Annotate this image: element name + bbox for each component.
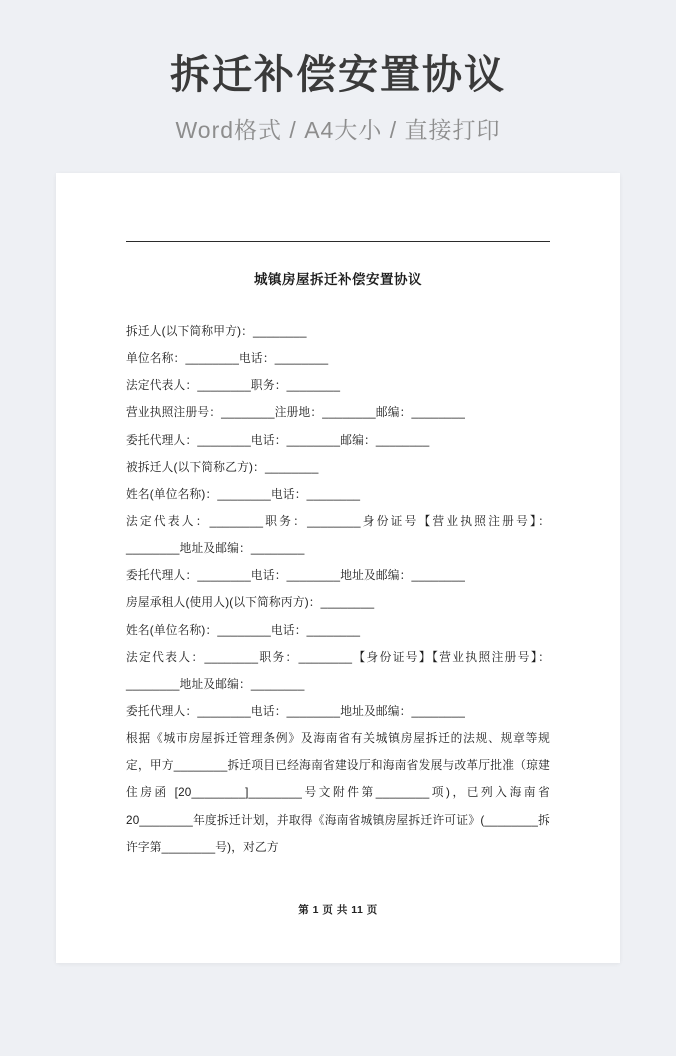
document-paragraph: 姓名(单位名称)：________电话：________	[126, 623, 361, 637]
document-paragraph: 姓名(单位名称)：________电话：________	[126, 487, 361, 501]
document-paragraph: 委托代理人：________电话：________地址及邮编：________	[126, 569, 466, 583]
document-paragraph: 法定代表人：________职务：________	[126, 379, 341, 393]
promo-banner	[0, 0, 676, 145]
banner-title: 拆迁补偿安置协议	[170, 53, 506, 97]
page-footer: 第 1 页 共 11 页	[298, 904, 378, 916]
document-paragraph: 营业执照注册号：________注册地：________邮编：________	[126, 406, 466, 420]
document-paragraph: 根据《城市房屋拆迁管理条例》及海南省有关城镇房屋拆迁的法规、规章等规定，甲方________拆迁项目已经海南省建设厅和海南省发展与改革厅批准（琼建住房函 [20________]________号文附件第________项)，已列入海南省 20________年度拆迁计划，并取得《海南省城镇房屋拆迁许可证》(________拆许字第________号)，对乙方	[126, 732, 550, 854]
document-page-content	[56, 173, 620, 963]
document-paragraph: 拆迁人(以下简称甲方)：________	[126, 325, 307, 338]
header-divider	[126, 241, 550, 242]
document-body	[126, 318, 550, 861]
document-paragraph: 法定代表人：________职务：________【身份证号】【营业执照注册号】：________地址及邮编：________	[126, 650, 550, 691]
document-title: 城镇房屋拆迁补偿安置协议	[254, 272, 422, 287]
document-paragraph: 单位名称：________电话：________	[126, 352, 329, 366]
document-paragraph: 委托代理人：________电话：________地址及邮编：________	[126, 704, 466, 718]
document-paragraph: 委托代理人：________电话：________邮编：________	[126, 433, 430, 447]
document-paragraph: 被拆迁人(以下简称乙方)：________	[126, 460, 319, 474]
document-page	[56, 173, 620, 963]
document-paragraph: 房屋承租人(使用人)(以下简称丙方)：________	[126, 596, 375, 610]
document-paragraph: 法定代表人：________职务：________身份证号【营业执照注册号】：________地址及邮编：________	[126, 514, 550, 556]
banner-subtitle: Word格式 / A4大小 / 直接打印	[175, 117, 501, 143]
